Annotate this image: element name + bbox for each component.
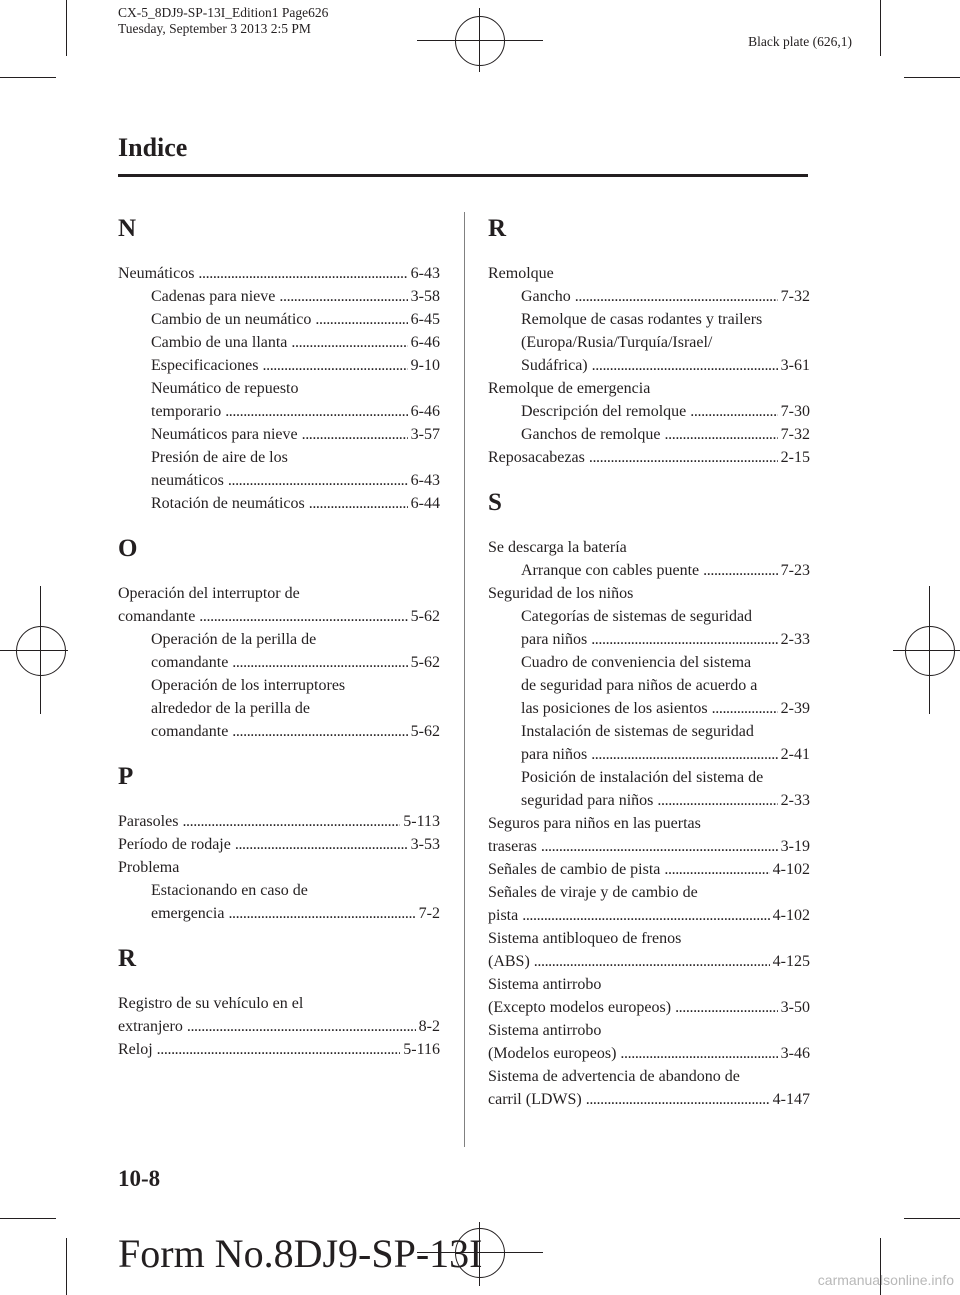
entry-label: Reloj	[118, 1041, 153, 1058]
index-entry	[488, 858, 810, 881]
entry-page-ref: 5-62	[410, 608, 440, 625]
entry-page-ref: 7-2	[418, 905, 440, 922]
entry-page-ref: 3-61	[780, 357, 810, 374]
index-column-right	[488, 213, 810, 1111]
index-subentry	[488, 628, 810, 651]
dot-leader	[653, 789, 777, 812]
index-entry	[118, 1038, 440, 1061]
entry-page-ref: 2-33	[780, 631, 810, 648]
entry-label: seguridad para niños	[521, 792, 654, 809]
entry-label: Cambio de un neumático	[151, 311, 312, 328]
index-entry-continuation: Señales de viraje y de cambio de	[488, 884, 698, 901]
dot-leader	[311, 308, 407, 331]
entry-page-ref: 4-125	[772, 953, 810, 970]
index-entry-continuation: Presión de aire de los	[151, 449, 288, 466]
entry-page-ref: 4-147	[772, 1091, 810, 1108]
index-subentry	[488, 789, 810, 812]
index-entry-continuation: Operación del interruptor de	[118, 585, 300, 602]
index-entry-continuation: Neumático de repuesto	[151, 380, 299, 397]
black-plate-label: Black plate (626,1)	[748, 34, 852, 49]
dot-leader	[231, 833, 408, 856]
entry-label: Neumáticos	[118, 265, 195, 282]
entry-page-ref: 6-44	[410, 495, 440, 512]
dot-leader	[183, 1015, 416, 1038]
crop-mark	[0, 1218, 56, 1219]
index-entry-continuation: (Europa/Rusia/Turquía/Israel/	[521, 334, 713, 351]
dot-leader	[228, 651, 407, 674]
dot-leader	[661, 423, 778, 446]
entry-page-ref: 7-32	[780, 288, 810, 305]
index-subentry	[118, 423, 440, 446]
index-entry	[118, 605, 440, 628]
entry-page-ref: 9-10	[410, 357, 440, 374]
dot-leader	[221, 400, 407, 423]
index-entry-continuation: Sistema antirrobo	[488, 976, 602, 993]
index-subentry	[118, 400, 440, 423]
dot-leader	[224, 469, 408, 492]
entry-page-ref: 3-58	[410, 288, 440, 305]
entry-page-ref: 3-19	[780, 838, 810, 855]
crop-mark	[904, 1218, 960, 1219]
index-subentry	[118, 651, 440, 674]
index-entry-continuation: Operación de los interruptores	[151, 677, 346, 694]
index-letter-heading: O	[118, 535, 138, 562]
index-entry-continuation: alrededor de la perilla de	[151, 700, 311, 717]
entry-page-ref: 7-30	[780, 403, 810, 420]
index-subentry	[488, 423, 810, 446]
dot-leader	[518, 904, 769, 927]
entry-label: Sudáfrica)	[521, 357, 588, 374]
entry-page-ref: 3-46	[780, 1045, 810, 1062]
crop-mark	[66, 1238, 67, 1295]
entry-label: Descripción del remolque	[521, 403, 687, 420]
dot-leader	[228, 720, 407, 743]
entry-label: Gancho	[521, 288, 571, 305]
index-subentry	[118, 331, 440, 354]
index-letter-heading: P	[118, 763, 134, 790]
index-subentry	[488, 743, 810, 766]
index-entry	[488, 1042, 810, 1065]
index-entry	[488, 835, 810, 858]
index-subentry	[118, 469, 440, 492]
index-entry	[118, 262, 440, 285]
index-entry-continuation: Operación de la perilla de	[151, 631, 317, 648]
index-entry-continuation: Posición de instalación del sistema de	[521, 769, 764, 786]
print-date-line: Tuesday, September 3 2013 2:5 PM	[118, 21, 311, 36]
dot-leader	[671, 996, 778, 1019]
dot-leader	[178, 810, 400, 833]
dot-leader	[195, 605, 407, 628]
index-entry-continuation: Seguridad de los niños	[488, 585, 634, 602]
index-subentry	[488, 559, 810, 582]
entry-page-ref: 3-53	[410, 836, 440, 853]
index-entry-continuation: Se descarga la batería	[488, 539, 627, 556]
index-entry-continuation: Remolque de casas rodantes y trailers	[521, 311, 763, 328]
dot-leader	[537, 835, 778, 858]
entry-label: (Modelos europeos)	[488, 1045, 617, 1062]
entry-label: comandante	[151, 723, 229, 740]
form-number: Form No.8DJ9-SP-13I	[118, 1231, 483, 1276]
entry-label: comandante	[118, 608, 196, 625]
section-title: Indice	[118, 133, 188, 162]
entry-label: traseras	[488, 838, 537, 855]
entry-label: Parasoles	[118, 813, 179, 830]
entry-label: temporario	[151, 403, 222, 420]
dot-leader	[660, 858, 769, 881]
index-entry-continuation: Remolque	[488, 265, 554, 282]
entry-label: carril (LDWS)	[488, 1091, 582, 1108]
entry-label: Rotación de neumáticos	[151, 495, 305, 512]
index-subentry	[118, 720, 440, 743]
entry-page-ref: 7-23	[780, 562, 810, 579]
dot-leader	[699, 559, 778, 582]
index-subentry	[118, 354, 440, 377]
dot-leader	[587, 628, 777, 651]
column-divider	[464, 212, 465, 1147]
dot-leader	[530, 950, 770, 973]
entry-label: Especificaciones	[151, 357, 259, 374]
crop-mark	[904, 77, 960, 78]
index-subentry	[488, 697, 810, 720]
entry-label: Arranque con cables puente	[521, 562, 700, 579]
entry-page-ref: 6-43	[410, 472, 440, 489]
index-subentry	[118, 492, 440, 515]
index-entry-continuation: Sistema de advertencia de abandono de	[488, 1068, 740, 1085]
dot-leader	[298, 423, 408, 446]
dot-leader	[275, 285, 407, 308]
dot-leader	[708, 697, 778, 720]
entry-label: Reposacabezas	[488, 449, 585, 466]
index-entry-continuation: Problema	[118, 859, 180, 876]
entry-label: (Excepto modelos europeos)	[488, 999, 672, 1016]
index-subentry	[488, 354, 810, 377]
index-letter-heading: R	[488, 215, 507, 242]
entry-label: Neumáticos para nieve	[151, 426, 298, 443]
index-letter-heading: R	[118, 945, 137, 972]
entry-label: para niños	[521, 746, 588, 763]
entry-label: las posiciones de los asientos	[521, 700, 708, 717]
index-entry	[488, 996, 810, 1019]
index-entry-continuation: Sistema antibloqueo de frenos	[488, 930, 682, 947]
dot-leader	[305, 492, 408, 515]
entry-page-ref: 2-15	[780, 449, 810, 466]
dot-leader	[571, 285, 778, 308]
index-subentry	[118, 902, 440, 925]
dot-leader	[686, 400, 777, 423]
crop-mark	[0, 77, 56, 78]
dot-leader	[259, 354, 408, 377]
entry-page-ref: 7-32	[780, 426, 810, 443]
entry-page-ref: 2-39	[780, 700, 810, 717]
title-rule	[118, 174, 808, 177]
entry-label: comandante	[151, 654, 229, 671]
dot-leader	[616, 1042, 777, 1065]
entry-label: emergencia	[151, 905, 225, 922]
dot-leader	[194, 262, 407, 285]
index-subentry	[118, 308, 440, 331]
entry-page-ref: 5-113	[403, 813, 440, 830]
index-entry	[488, 950, 810, 973]
entry-label: Período de rodaje	[118, 836, 231, 853]
entry-label: Cambio de una llanta	[151, 334, 288, 351]
entry-page-ref: 6-46	[410, 403, 440, 420]
entry-page-ref: 5-62	[410, 654, 440, 671]
entry-label: pista	[488, 907, 519, 924]
index-entry	[488, 904, 810, 927]
index-entry-continuation: Sistema antirrobo	[488, 1022, 602, 1039]
entry-page-ref: 4-102	[772, 861, 810, 878]
index-letter-heading: N	[118, 215, 137, 242]
dot-leader	[287, 331, 407, 354]
entry-page-ref: 2-41	[780, 746, 810, 763]
page-number: 10-8	[118, 1166, 161, 1191]
dot-leader	[588, 354, 778, 377]
entry-page-ref: 3-50	[780, 999, 810, 1016]
index-entry	[118, 1015, 440, 1038]
crop-mark	[880, 0, 881, 56]
dot-leader	[153, 1038, 401, 1061]
index-letter-heading: S	[488, 489, 502, 516]
print-file-line: CX-5_8DJ9-SP-13I_Edition1 Page626	[118, 5, 329, 20]
entry-page-ref: 6-43	[410, 265, 440, 282]
dot-leader	[224, 902, 415, 925]
entry-label: para niños	[521, 631, 588, 648]
entry-label: (ABS)	[488, 953, 530, 970]
crop-mark	[66, 0, 67, 56]
index-entry-continuation: Seguros para niños en las puertas	[488, 815, 701, 832]
index-entry-continuation: Instalación de sistemas de seguridad	[521, 723, 754, 740]
dot-leader	[582, 1088, 770, 1111]
entry-page-ref: 8-2	[418, 1018, 440, 1035]
index-entry	[118, 810, 440, 833]
index-entry-continuation: Categorías de sistemas de seguridad	[521, 608, 753, 625]
entry-page-ref: 2-33	[780, 792, 810, 809]
entry-label: neumáticos	[151, 472, 224, 489]
entry-page-ref: 5-62	[410, 723, 440, 740]
entry-label: Cadenas para nieve	[151, 288, 276, 305]
dot-leader	[585, 446, 778, 469]
entry-label: extranjero	[118, 1018, 183, 1035]
index-column-left	[118, 213, 440, 1061]
index-entry-continuation: Remolque de emergencia	[488, 380, 651, 397]
index-entry-continuation: de seguridad para niños de acuerdo a	[521, 677, 758, 694]
index-subentry	[488, 400, 810, 423]
index-subentry	[488, 285, 810, 308]
index-subentry	[118, 285, 440, 308]
index-entry	[488, 1088, 810, 1111]
index-entry-continuation: Registro de su vehículo en el	[118, 995, 304, 1012]
entry-page-ref: 6-45	[410, 311, 440, 328]
entry-page-ref: 6-46	[410, 334, 440, 351]
entry-page-ref: 5-116	[403, 1041, 440, 1058]
index-entry-continuation: Cuadro de conveniencia del sistema	[521, 654, 752, 671]
entry-page-ref: 3-57	[410, 426, 440, 443]
index-entry	[488, 446, 810, 469]
entry-page-ref: 4-102	[772, 907, 810, 924]
index-entry-continuation: Estacionando en caso de	[151, 882, 308, 899]
entry-label: Señales de cambio de pista	[488, 861, 661, 878]
index-entry	[118, 833, 440, 856]
dot-leader	[587, 743, 777, 766]
entry-label: Ganchos de remolque	[521, 426, 661, 443]
watermark: carmanualsonline.info	[817, 1272, 954, 1288]
